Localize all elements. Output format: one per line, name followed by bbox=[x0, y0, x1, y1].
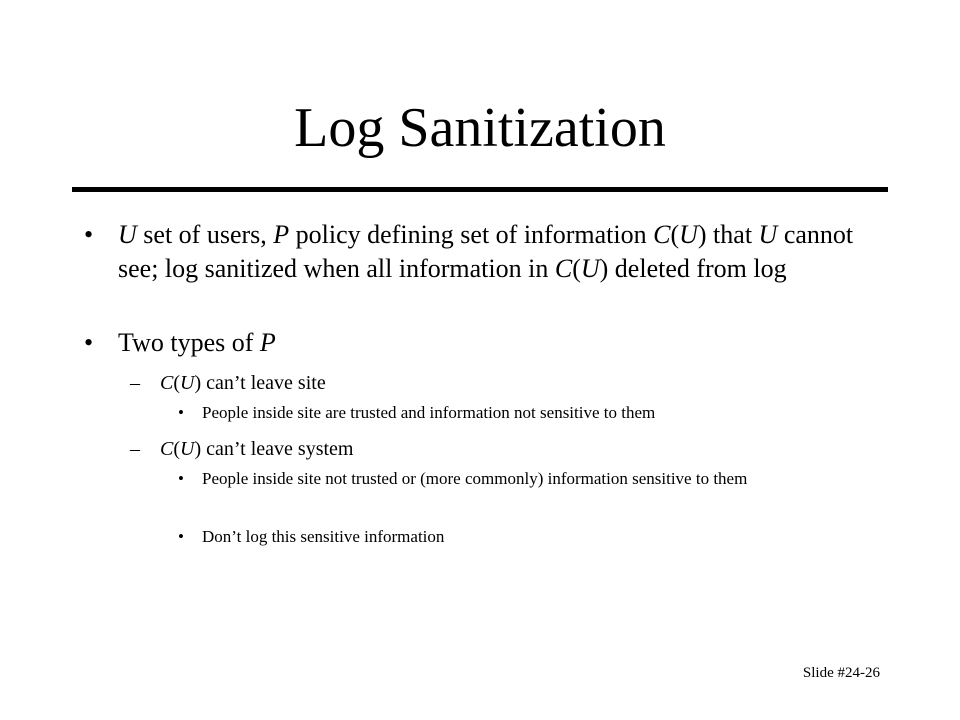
sub-item-leave-site bbox=[130, 370, 880, 396]
detail-item-dont-log bbox=[178, 526, 862, 548]
bullet-icon: • bbox=[84, 220, 94, 249]
slide-number: Slide #24-26 bbox=[802, 665, 880, 681]
detail-item-not-trusted bbox=[178, 468, 862, 490]
detail-text: People inside site are trusted and information not sensitive to them bbox=[202, 403, 656, 422]
detail-item-trusted bbox=[178, 402, 862, 424]
bullet-item-users-policy bbox=[84, 218, 878, 286]
bullet-icon: • bbox=[84, 328, 94, 357]
sub-item-text: C(U) can’t leave site bbox=[160, 372, 326, 394]
dash-icon: – bbox=[130, 372, 140, 394]
bullet-text: U set of users, P policy defining set of information C(U) that U cannot see; log sanitized when all information in C(U) deleted from log bbox=[118, 220, 854, 283]
bullet-icon: • bbox=[178, 527, 184, 546]
bullet-text: Two types of P bbox=[118, 328, 276, 357]
sub-item-text: C(U) can’t leave system bbox=[160, 438, 354, 460]
bullet-item-two-types bbox=[84, 326, 878, 360]
detail-text: Don’t log this sensitive information bbox=[202, 527, 445, 546]
title-divider bbox=[72, 187, 888, 192]
slide-title: Log Sanitization bbox=[294, 97, 666, 159]
bullet-icon: • bbox=[178, 469, 184, 488]
bullet-icon: • bbox=[178, 403, 184, 422]
sub-item-leave-system bbox=[130, 436, 880, 462]
detail-text: People inside site not trusted or (more commonly) information sensitive to them bbox=[202, 469, 748, 488]
dash-icon: – bbox=[130, 438, 140, 460]
